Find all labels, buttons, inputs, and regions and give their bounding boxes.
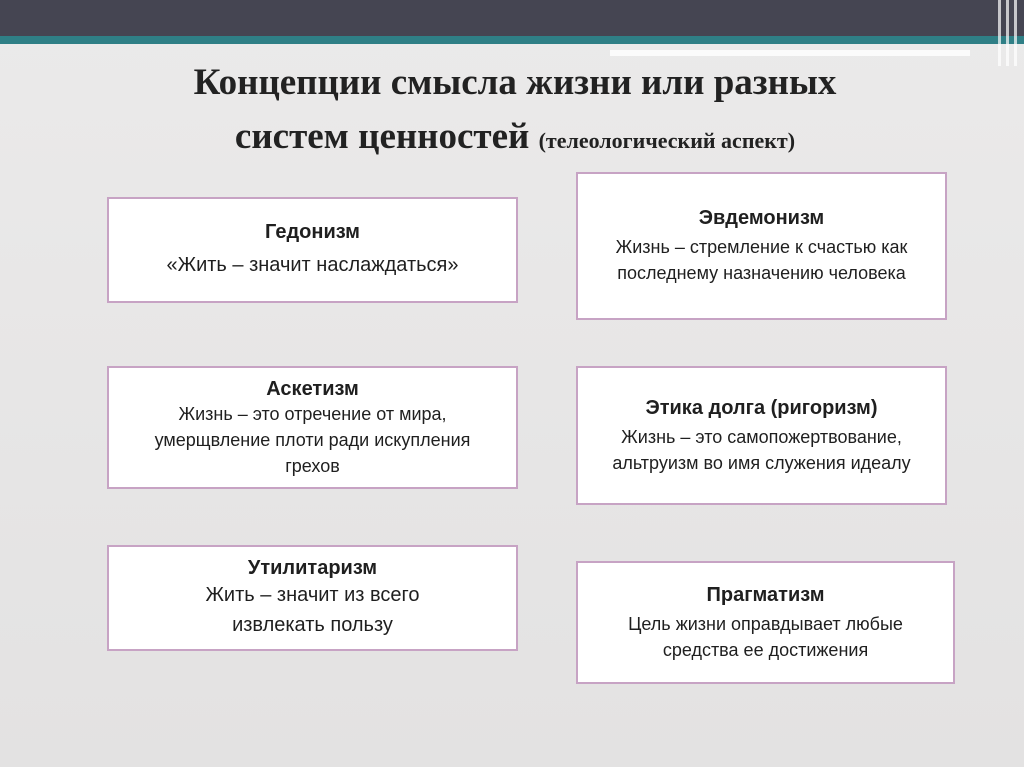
slide-title (60, 56, 970, 168)
top-accent-bar (0, 36, 1024, 44)
card-pragmatism (576, 561, 955, 684)
card-text: Жить – значит из всего извлекать пользу (205, 584, 420, 636)
card-heading: Этика долга (ригоризм) (645, 396, 878, 419)
card-heading: Утилитаризм (247, 557, 378, 579)
card-duty-ethics (576, 366, 947, 505)
top-decor-bar (0, 0, 1024, 36)
card-heading: Гедонизм (265, 221, 360, 243)
title-line-1: Концепции смысла жизни или разных (193, 62, 837, 103)
card-text: Жизнь – это отречение от мира, умерщвление плоти ради искупления грехов (154, 403, 471, 476)
card-eudaimonism (576, 172, 947, 320)
decor-stripe (1006, 0, 1009, 66)
card-heading: Эвдемонизм (698, 207, 825, 229)
title-line-2-main: систем ценностей (234, 116, 530, 157)
card-text: Цель жизни оправдывает любые средства ее достижения (628, 613, 903, 660)
card-text: «Жить – значит наслаждаться» (166, 254, 459, 276)
decor-stripe (1014, 0, 1017, 66)
title-note: (телеологический аспект) (538, 128, 796, 153)
card-asceticism (107, 366, 518, 489)
card-utilitarianism (107, 545, 518, 651)
decor-stripe (998, 0, 1001, 66)
card-text: Жизнь – это самопожертвование, альтруизм во имя служения идеалу (612, 426, 911, 473)
card-text: Жизнь – стремление к счастью как последнему назначению человека (615, 237, 908, 283)
card-heading: Аскетизм (266, 377, 359, 400)
title-line-2 (60, 110, 970, 168)
card-heading: Прагматизм (706, 583, 825, 606)
card-hedonism (107, 197, 518, 303)
